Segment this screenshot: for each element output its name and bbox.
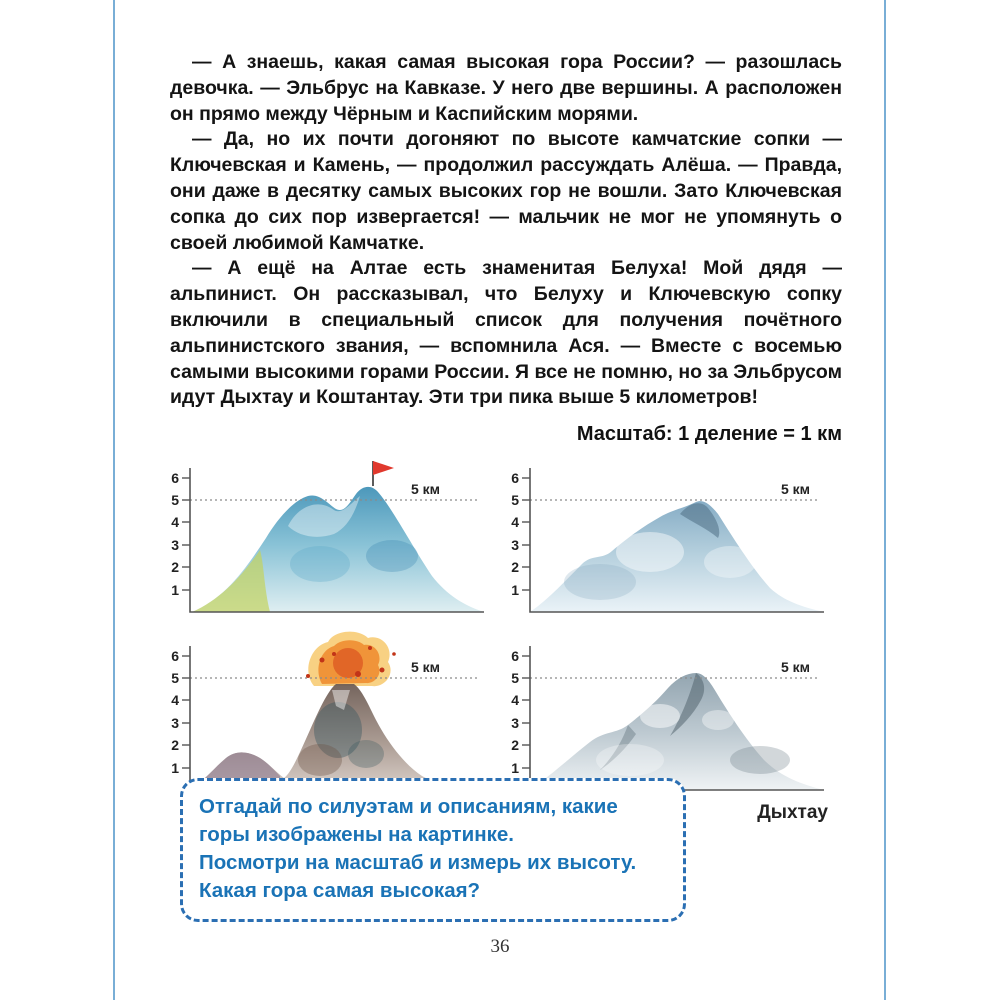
mountain-charts-grid [170, 452, 842, 798]
reference-label: 5 км [780, 481, 810, 498]
tick-label: 5 [171, 492, 179, 509]
page-left-border [113, 0, 115, 1000]
page-number: 36 [490, 936, 510, 957]
summit-flag-icon [373, 461, 394, 486]
tick-label: 6 [171, 648, 179, 665]
two-peak-mountain-illustration [192, 487, 484, 612]
height-chart-two-peaks [170, 452, 492, 620]
y-axis-ticks [171, 470, 190, 598]
dykhtau-mountain-illustration [530, 673, 824, 790]
erupting-volcano-illustration [190, 684, 484, 790]
tick-label: 5 [511, 670, 519, 687]
tick-label: 3 [171, 537, 179, 554]
height-chart-ridge [510, 452, 832, 620]
tick-label: 1 [171, 760, 179, 777]
y-axis-ticks [511, 648, 530, 776]
tick-label: 3 [511, 715, 519, 732]
task-box [180, 778, 686, 922]
tick-label: 6 [171, 470, 179, 487]
page-right-border [884, 0, 886, 1000]
task-text-line: Какая гора самая высокая? [199, 879, 481, 902]
scale-caption: Масштаб: 1 деление = 1 км [576, 423, 842, 446]
tick-label: 6 [511, 648, 519, 665]
tick-label: 1 [511, 582, 519, 599]
reference-label: 5 км [780, 659, 810, 676]
tick-label: 4 [171, 514, 179, 531]
ridge-mountain-illustration [530, 501, 824, 612]
tick-label: 3 [171, 715, 179, 732]
tick-label: 4 [511, 514, 519, 531]
story-paragraph: — А знаешь, какая самая высокая гора России? — разошлась девочка. — Эльбрус на Кавказе. У него две вершины. А расположен он прямо между Чёрным и Каспийским морями. [170, 51, 842, 125]
tick-label: 2 [511, 737, 519, 754]
task-text-line: Отгадай по силуэтам и описаниям, какие горы изображены на картинке. [199, 795, 618, 846]
tick-label: 5 [171, 670, 179, 687]
tick-label: 4 [511, 692, 519, 709]
dykhtau-caption: Дыхтау [757, 802, 828, 824]
tick-label: 3 [511, 537, 519, 554]
y-axis-ticks [511, 470, 530, 598]
height-chart-dykhtau [510, 630, 832, 798]
story-paragraph: — А ещё на Алтае есть знаменитая Белуха! Мой дядя — альпинист. Он рассказывал, что Белуху и Ключевскую сопку включили в специальный список для получения почётного альпинистского звания, — вспомнила Ася. — Вместе с восемью самыми высокими горами России. Я все не помню, но за Эльбрусом идут Дыхтау и Коштантау. Эти три пика выше 5 километров! [170, 257, 842, 409]
page-content [170, 50, 842, 824]
task-text-line: Посмотри на масштаб и измерь их высоту. [199, 851, 637, 874]
tick-label: 2 [171, 737, 179, 754]
tick-label: 2 [171, 559, 179, 576]
y-axis-ticks [171, 648, 190, 776]
reference-label: 5 км [410, 481, 440, 498]
tick-label: 5 [511, 492, 519, 509]
height-chart-volcano [170, 630, 492, 798]
tick-label: 1 [171, 582, 179, 599]
tick-label: 4 [171, 692, 179, 709]
reference-label: 5 км [410, 659, 440, 676]
tick-label: 1 [511, 760, 519, 777]
story-paragraph: — Да, но их почти догоняют по высоте камчатские сопки — Ключевская и Камень, — продолжил рассуждать Алёша. — Правда, они даже в десятку самых высоких гор не вошли. Зато Ключевская сопка до сих пор извергается! — мальчик не мог не упомянуть о своей любимой Камчатке. [170, 128, 842, 254]
tick-label: 6 [511, 470, 519, 487]
tick-label: 2 [511, 559, 519, 576]
